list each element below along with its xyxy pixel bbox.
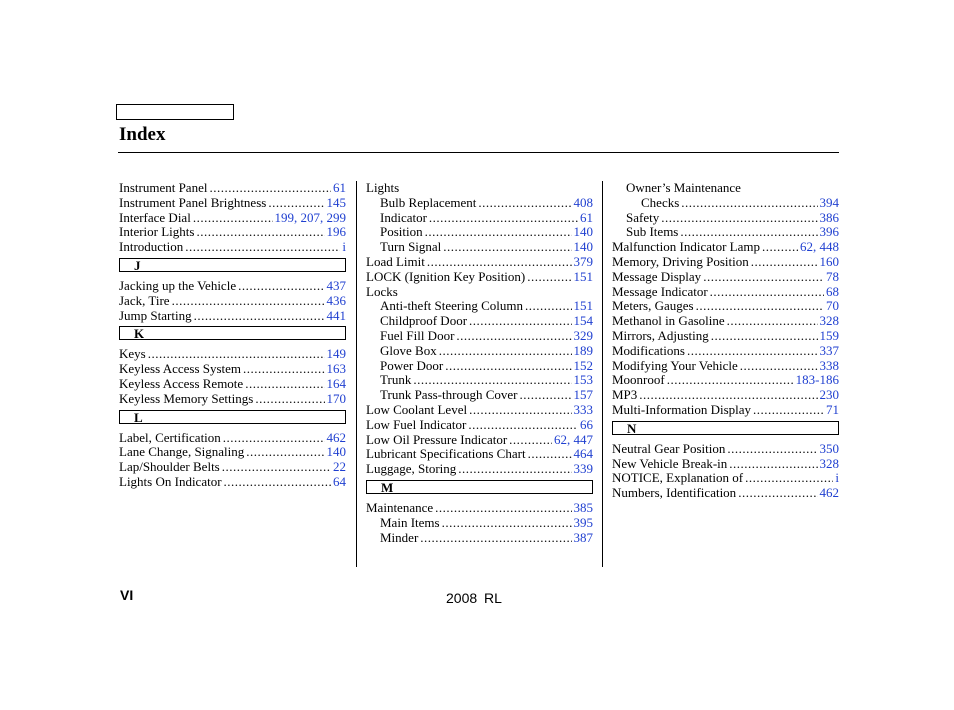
page-reference-link[interactable]: 164 xyxy=(326,375,346,391)
index-term: Owner’s Maintenance xyxy=(626,180,741,195)
dot-leader xyxy=(255,392,324,407)
index-term: Indicator xyxy=(380,209,427,225)
index-entry[interactable] xyxy=(612,255,839,270)
index-entry[interactable] xyxy=(612,442,839,457)
page-reference-link[interactable]: 159 xyxy=(819,327,839,343)
index-entry[interactable] xyxy=(119,460,346,475)
dot-leader xyxy=(762,240,798,255)
index-entry[interactable] xyxy=(119,377,346,392)
dot-leader xyxy=(681,196,817,211)
page-reference-link[interactable]: i xyxy=(835,470,839,486)
index-term: Numbers, Identification xyxy=(612,485,737,501)
index-column-3 xyxy=(612,181,839,501)
index-term: LOCK (Ignition Key Position) xyxy=(366,268,526,284)
dot-leader xyxy=(445,359,571,374)
dot-leader xyxy=(185,240,340,255)
dot-leader xyxy=(639,388,817,403)
page-reference-link[interactable]: 66 xyxy=(580,416,593,432)
page-reference-link[interactable]: i xyxy=(342,239,346,255)
index-entry[interactable] xyxy=(612,344,839,359)
index-term: Methanol in Gasoline xyxy=(612,313,725,329)
page-reference-link[interactable]: 61 xyxy=(580,209,593,225)
page-reference-link[interactable]: 338 xyxy=(819,357,839,373)
index-entry[interactable] xyxy=(366,270,593,285)
index-term: Interior Lights xyxy=(119,224,195,240)
index-term: Low Fuel Indicator xyxy=(366,416,467,432)
index-entry[interactable] xyxy=(119,431,346,446)
dot-leader xyxy=(710,285,824,300)
index-entry[interactable] xyxy=(366,255,593,270)
index-term: Luggage, Storing xyxy=(366,461,457,477)
index-term: Position xyxy=(380,224,423,240)
index-entry[interactable] xyxy=(119,225,346,240)
dot-leader xyxy=(425,225,572,240)
dot-leader xyxy=(740,359,818,374)
dot-leader xyxy=(527,270,571,285)
page-reference-link[interactable]: 61 xyxy=(333,180,346,195)
index-term: Malfunction Indicator Lamp xyxy=(612,239,761,255)
header-rule xyxy=(118,152,839,153)
index-term: Mirrors, Adjusting xyxy=(612,327,709,343)
page-reference-link[interactable]: 68 xyxy=(826,283,839,299)
dot-leader xyxy=(696,299,824,314)
index-term: Main Items xyxy=(380,514,440,530)
section-letter-header: K xyxy=(119,326,346,340)
index-entry[interactable] xyxy=(366,196,593,211)
index-entry[interactable] xyxy=(366,447,593,462)
page-reference-link[interactable]: 462 xyxy=(326,429,346,445)
index-term: Turn Signal xyxy=(380,239,442,255)
index-term: MP3 xyxy=(612,387,638,403)
page-reference-link[interactable]: 395 xyxy=(573,514,593,530)
section-letter-header: J xyxy=(119,258,346,272)
index-entry[interactable] xyxy=(119,240,346,255)
index-entry[interactable] xyxy=(366,299,593,314)
index-entry[interactable] xyxy=(366,211,593,226)
page-reference-link[interactable]: 71 xyxy=(826,401,839,417)
dot-leader xyxy=(439,344,572,359)
dot-leader xyxy=(667,373,794,388)
index-entry[interactable] xyxy=(612,225,839,240)
page-reference-link[interactable]: 160 xyxy=(819,253,839,269)
index-term: Jump Starting xyxy=(119,307,192,323)
index-term: Keys xyxy=(119,346,146,362)
index-term: Meters, Gauges xyxy=(612,298,694,314)
index-entry[interactable] xyxy=(612,403,839,418)
index-term: Maintenance xyxy=(366,499,434,515)
dot-leader xyxy=(224,475,331,490)
index-term: Low Oil Pressure Indicator xyxy=(366,431,508,447)
dot-leader xyxy=(753,403,824,418)
index-term: Glove Box xyxy=(380,342,437,358)
dot-leader xyxy=(435,501,571,516)
dot-leader xyxy=(687,344,818,359)
page-reference-link[interactable]: 140 xyxy=(326,444,346,460)
index-entry[interactable] xyxy=(366,314,593,329)
dot-leader xyxy=(427,255,572,270)
page-reference-link[interactable]: 64 xyxy=(333,473,346,489)
index-term: Power Door xyxy=(380,357,444,373)
index-entry xyxy=(612,181,839,196)
page-reference-link[interactable]: 149 xyxy=(326,346,346,362)
index-term: Keyless Access Remote xyxy=(119,375,244,391)
dot-leader xyxy=(193,211,273,226)
index-entry[interactable] xyxy=(119,445,346,460)
page-reference-link[interactable]: 157 xyxy=(573,387,593,403)
dot-leader xyxy=(525,299,572,314)
dot-leader xyxy=(243,362,324,377)
index-entry[interactable] xyxy=(119,347,346,362)
page-reference-link[interactable]: 386 xyxy=(819,209,839,225)
page-reference-link[interactable]: 408 xyxy=(573,194,593,210)
index-term: Bulb Replacement xyxy=(380,194,477,210)
section-letter-header: L xyxy=(119,410,346,424)
section-letter-header: M xyxy=(366,480,593,494)
index-entry[interactable] xyxy=(366,433,593,448)
index-entry[interactable] xyxy=(612,457,839,472)
page-reference-link[interactable]: 189 xyxy=(573,342,593,358)
index-term: Neutral Gear Position xyxy=(612,440,726,456)
index-entry[interactable] xyxy=(366,329,593,344)
index-term: Moonroof xyxy=(612,372,665,388)
dot-leader xyxy=(429,211,578,226)
index-entry xyxy=(366,285,593,300)
index-term: Safety xyxy=(626,209,660,225)
index-term: Modifying Your Vehicle xyxy=(612,357,738,373)
dot-leader xyxy=(209,181,331,196)
index-entry[interactable] xyxy=(366,403,593,418)
index-entry[interactable] xyxy=(366,531,593,546)
page-reference-link[interactable]: 152 xyxy=(573,357,593,373)
index-column-1 xyxy=(119,181,346,490)
index-entry[interactable] xyxy=(119,181,346,196)
page-reference-link[interactable]: 339 xyxy=(573,461,593,477)
index-term: Minder xyxy=(380,529,419,545)
index-entry[interactable] xyxy=(366,240,593,255)
index-entry[interactable] xyxy=(119,279,346,294)
index-term: Checks xyxy=(641,194,680,210)
page-reference-link[interactable]: 385 xyxy=(573,499,593,515)
index-entry[interactable] xyxy=(366,344,593,359)
header-tab-box xyxy=(116,104,234,120)
dot-leader xyxy=(729,457,817,472)
page-reference-link[interactable]: 333 xyxy=(573,401,593,417)
dot-leader xyxy=(751,255,818,270)
dot-leader xyxy=(727,314,818,329)
index-entry[interactable] xyxy=(366,388,593,403)
index-term: Interface Dial xyxy=(119,209,191,225)
page-reference-link[interactable]: 170 xyxy=(326,390,346,406)
dot-leader xyxy=(703,270,824,285)
page-reference-link[interactable]: 464 xyxy=(573,446,593,462)
dot-leader xyxy=(519,388,571,403)
index-entry[interactable] xyxy=(612,240,839,255)
dot-leader xyxy=(238,279,324,294)
index-term: Jack, Tire xyxy=(119,292,170,308)
page-number: VI xyxy=(120,587,134,603)
index-entry[interactable] xyxy=(612,314,839,329)
index-term: Anti-theft Steering Column xyxy=(380,298,523,314)
index-entry[interactable] xyxy=(612,329,839,344)
dot-leader xyxy=(680,225,817,240)
page-reference-link[interactable]: 78 xyxy=(826,268,839,284)
index-term: Introduction xyxy=(119,239,184,255)
dot-leader xyxy=(469,403,571,418)
page-reference-link[interactable]: 22 xyxy=(333,459,346,475)
index-term: New Vehicle Break-in xyxy=(612,455,728,471)
page-reference-link[interactable]: 183-186 xyxy=(795,372,839,388)
column-divider xyxy=(602,181,603,567)
index-entry[interactable] xyxy=(366,225,593,240)
dot-leader xyxy=(711,329,818,344)
page-reference-link[interactable]: 140 xyxy=(573,224,593,240)
index-entry[interactable] xyxy=(612,299,839,314)
index-term: Lubricant Specifications Chart xyxy=(366,446,526,462)
index-entry[interactable] xyxy=(612,471,839,486)
dot-leader xyxy=(738,486,817,501)
page-reference-link[interactable]: 437 xyxy=(326,277,346,293)
index-entry[interactable] xyxy=(612,270,839,285)
dot-leader xyxy=(246,445,324,460)
page-reference-link[interactable]: 462 xyxy=(819,485,839,501)
index-term: Lap/Shoulder Belts xyxy=(119,459,220,475)
index-term: Sub Items xyxy=(626,224,679,240)
index-term: Label, Certification xyxy=(119,429,221,445)
page-reference-link[interactable]: 230 xyxy=(819,387,839,403)
index-term: Message Display xyxy=(612,268,702,284)
page-reference-link[interactable]: 436 xyxy=(326,292,346,308)
index-entry[interactable] xyxy=(119,392,346,407)
model-label: 2008 RL xyxy=(446,590,502,606)
page-reference-link[interactable]: 396 xyxy=(819,224,839,240)
index-entry[interactable] xyxy=(612,359,839,374)
index-term: Modifications xyxy=(612,342,685,358)
section-letter-header: N xyxy=(612,421,839,435)
index-term: Jacking up the Vehicle xyxy=(119,277,237,293)
index-entry[interactable] xyxy=(119,294,346,309)
page-reference-link[interactable]: 199, 207, 299 xyxy=(274,209,346,225)
dot-leader xyxy=(727,442,817,457)
page-reference-link[interactable]: 196 xyxy=(326,224,346,240)
page-reference-link[interactable]: 154 xyxy=(573,313,593,329)
dot-leader xyxy=(509,433,552,448)
page-reference-link[interactable]: 145 xyxy=(326,194,346,210)
index-term: Keyless Access System xyxy=(119,361,242,377)
index-entry[interactable] xyxy=(366,516,593,531)
page-reference-link[interactable]: 394 xyxy=(819,194,839,210)
index-entry[interactable] xyxy=(119,309,346,324)
dot-leader xyxy=(194,309,325,324)
index-term: Trunk Pass-through Cover xyxy=(380,387,518,403)
index-term: Trunk xyxy=(380,372,412,388)
index-entry xyxy=(366,181,593,196)
index-term: Instrument Panel xyxy=(119,180,208,195)
index-term: Message Indicator xyxy=(612,283,708,299)
index-column-2 xyxy=(366,181,593,545)
index-entry[interactable] xyxy=(366,501,593,516)
page-title: Index xyxy=(119,124,166,145)
index-term: Low Coolant Level xyxy=(366,401,468,417)
page-reference-link[interactable]: 62, 447 xyxy=(554,431,593,447)
index-entry[interactable] xyxy=(119,211,346,226)
dot-leader xyxy=(222,460,331,475)
index-entry[interactable] xyxy=(366,462,593,477)
dot-leader xyxy=(413,373,571,388)
page-reference-link[interactable]: 153 xyxy=(573,372,593,388)
index-entry[interactable] xyxy=(612,211,839,226)
page-reference-link[interactable]: 337 xyxy=(819,342,839,358)
page-reference-link[interactable]: 350 xyxy=(819,440,839,456)
index-entry[interactable] xyxy=(612,486,839,501)
index-term: Lane Change, Signaling xyxy=(119,444,245,460)
page-reference-link[interactable]: 328 xyxy=(819,313,839,329)
index-term: Locks xyxy=(366,283,398,299)
index-entry[interactable] xyxy=(366,418,593,433)
dot-leader xyxy=(223,431,325,446)
index-entry[interactable] xyxy=(612,196,839,211)
dot-leader xyxy=(661,211,817,226)
dot-leader xyxy=(745,471,833,486)
dot-leader xyxy=(478,196,571,211)
dot-leader xyxy=(468,418,578,433)
index-entry[interactable] xyxy=(612,388,839,403)
page-reference-link[interactable]: 62, 448 xyxy=(800,239,839,255)
page-reference-link[interactable]: 163 xyxy=(326,361,346,377)
index-entry[interactable] xyxy=(366,359,593,374)
page-reference-link[interactable]: 441 xyxy=(326,307,346,323)
dot-leader xyxy=(268,196,324,211)
index-term: Lights On Indicator xyxy=(119,473,222,489)
dot-leader xyxy=(443,240,571,255)
index-term: Memory, Driving Position xyxy=(612,253,749,269)
page-reference-link[interactable]: 151 xyxy=(573,298,593,314)
dot-leader xyxy=(420,531,571,546)
page-reference-link[interactable]: 387 xyxy=(573,529,593,545)
dot-leader xyxy=(172,294,325,309)
dot-leader xyxy=(456,329,571,344)
index-entry[interactable] xyxy=(612,285,839,300)
dot-leader xyxy=(469,314,571,329)
index-entry[interactable] xyxy=(612,373,839,388)
index-entry[interactable] xyxy=(119,196,346,211)
index-term: Lights xyxy=(366,180,400,195)
page-reference-link[interactable]: 329 xyxy=(573,327,593,343)
page-reference-link[interactable]: 70 xyxy=(826,298,839,314)
page-reference-link[interactable]: 151 xyxy=(573,268,593,284)
index-term: Keyless Memory Settings xyxy=(119,390,254,406)
dot-leader xyxy=(528,447,572,462)
column-divider xyxy=(356,181,357,567)
page-reference-link[interactable]: 379 xyxy=(573,253,593,269)
dot-leader xyxy=(196,225,324,240)
index-entry[interactable] xyxy=(119,475,346,490)
index-term: Fuel Fill Door xyxy=(380,327,455,343)
index-term: Load Limit xyxy=(366,253,425,269)
index-term: Instrument Panel Brightness xyxy=(119,194,267,210)
dot-leader xyxy=(458,462,571,477)
index-term: Childproof Door xyxy=(380,313,468,329)
index-entry[interactable] xyxy=(119,362,346,377)
index-term: NOTICE, Explanation of xyxy=(612,470,744,486)
index-entry[interactable] xyxy=(366,373,593,388)
page-reference-link[interactable]: 328 xyxy=(819,455,839,471)
dot-leader xyxy=(245,377,324,392)
page-reference-link[interactable]: 140 xyxy=(573,239,593,255)
dot-leader xyxy=(442,516,572,531)
index-term: Multi-Information Display xyxy=(612,401,752,417)
dot-leader xyxy=(148,347,325,362)
